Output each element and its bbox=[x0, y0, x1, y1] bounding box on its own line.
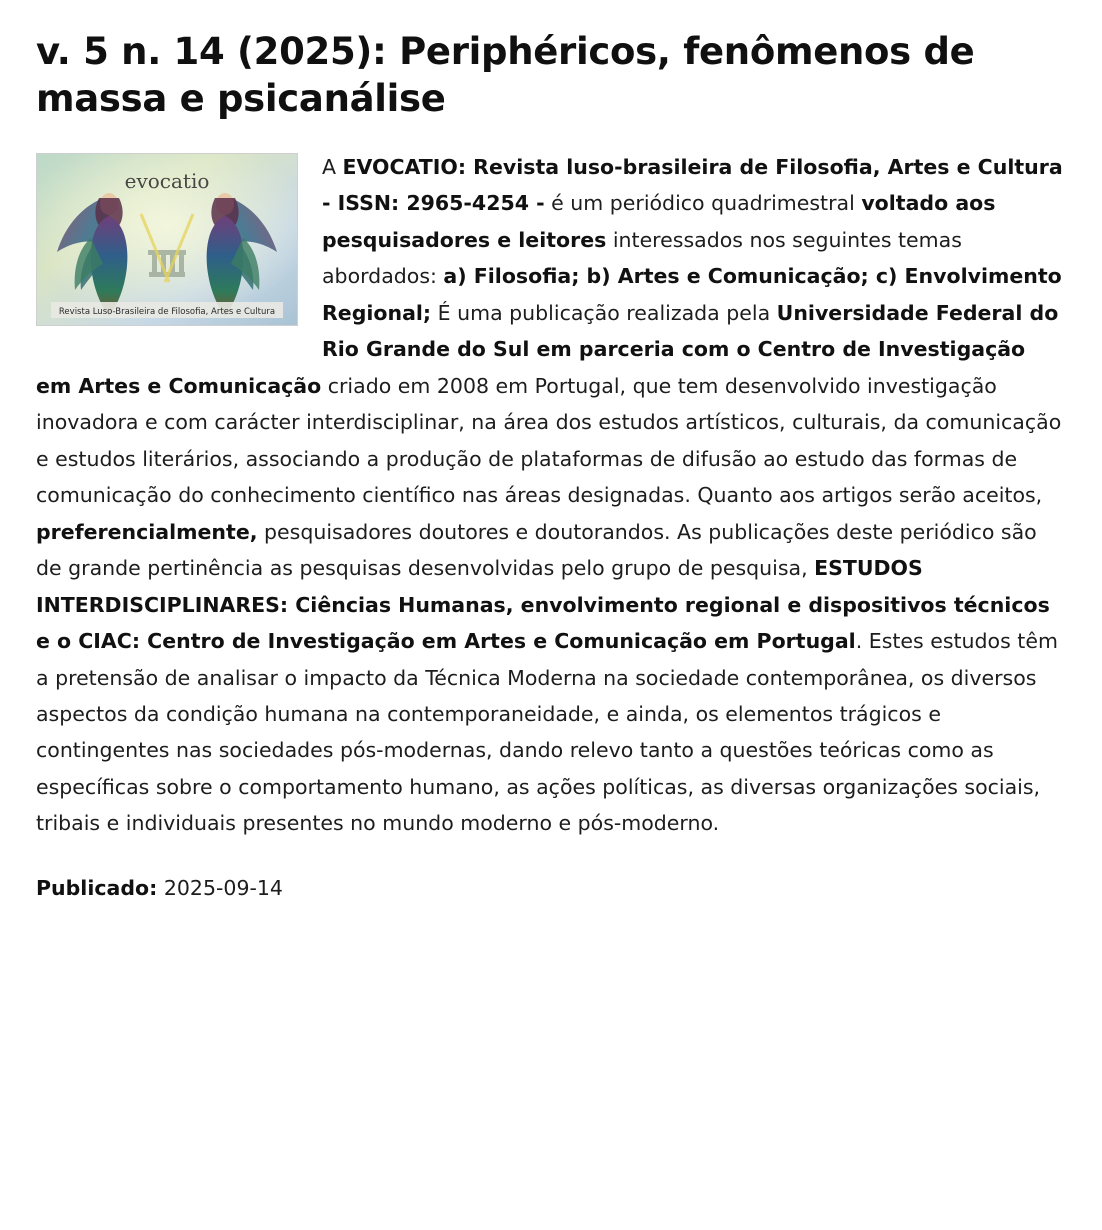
description-emphasis: EVOCATIO: Revista luso-brasileira de Filosofia, Artes e Cultura - ISSN: 2965-4254 - bbox=[322, 154, 1063, 216]
published-label: Publicado: bbox=[36, 875, 158, 900]
issue-cover-container bbox=[36, 153, 298, 326]
description-text: . Estes estudos têm a pretensão de analisar o impacto da Técnica Moderna na sociedade contemporânea, os diversos aspectos da condição humana na contemporaneidade, e ainda, os elementos trágicos e contingentes nas sociedades pós-modernas, dando relevo tanto a questões teóricas como as específicas sobre o comportamento humano, as ações políticas, as diversas organizações sociais, tribais e individuais presentes no mundo moderno e pós-moderno. bbox=[36, 629, 1058, 836]
issue-cover-image bbox=[36, 153, 298, 326]
description-emphasis: Universidade Federal do Rio Grande do Sul em parceria com o Centro de Investigação em Artes e Comunicação bbox=[36, 300, 1059, 398]
description-emphasis: ESTUDOS INTERDISCIPLINARES: Ciências Humanas, envolvimento regional e dispositivos técnicos e o CIAC: Centro de Investigação em Artes e Comunicação em Portugal bbox=[36, 556, 1050, 654]
description-text: é um periódico quadrimestral bbox=[544, 191, 862, 216]
description-text: interessados nos seguintes temas abordados: bbox=[322, 227, 962, 289]
svg-text:Revista Luso-Brasileira de Fil: Revista Luso-Brasileira de Filosofia, Artes e Cultura bbox=[58, 306, 276, 317]
description-emphasis: preferencialmente, bbox=[36, 519, 258, 544]
description-emphasis: a) Filosofia; b) Artes e Comunicação; c) Envolvimento Regional; bbox=[322, 264, 1062, 325]
description-text: pesquisadores doutores e doutorandos. As publicações deste periódico são de grande pertinência as pesquisas desenvolvidas pelo grupo de pesquisa, bbox=[36, 519, 1037, 581]
description-text: É uma publicação realizada pela bbox=[431, 300, 777, 325]
description-text: A bbox=[322, 154, 343, 179]
description-emphasis: voltado aos pesquisadores e leitores bbox=[322, 191, 996, 252]
description-text: criado em 2008 em Portugal, que tem desenvolvido investigação inovadora e com carácter interdisciplinar, na área dos estudos artísticos, culturais, da comunicação e estudos literários, associando a produção de plataformas de difusão ao estudo das formas de comunicação do conhecimento científico nas áreas designadas. Quanto aos artigos serão aceitos, bbox=[36, 373, 1062, 508]
published-line bbox=[36, 872, 1066, 905]
issue-body bbox=[36, 149, 1066, 842]
svg-text:evocatio: evocatio bbox=[124, 168, 210, 193]
page-title: v. 5 n. 14 (2025): Periphéricos, fenômenos de massa e psicanálise bbox=[36, 30, 975, 121]
published-date: 2025-09-14 bbox=[163, 875, 283, 900]
